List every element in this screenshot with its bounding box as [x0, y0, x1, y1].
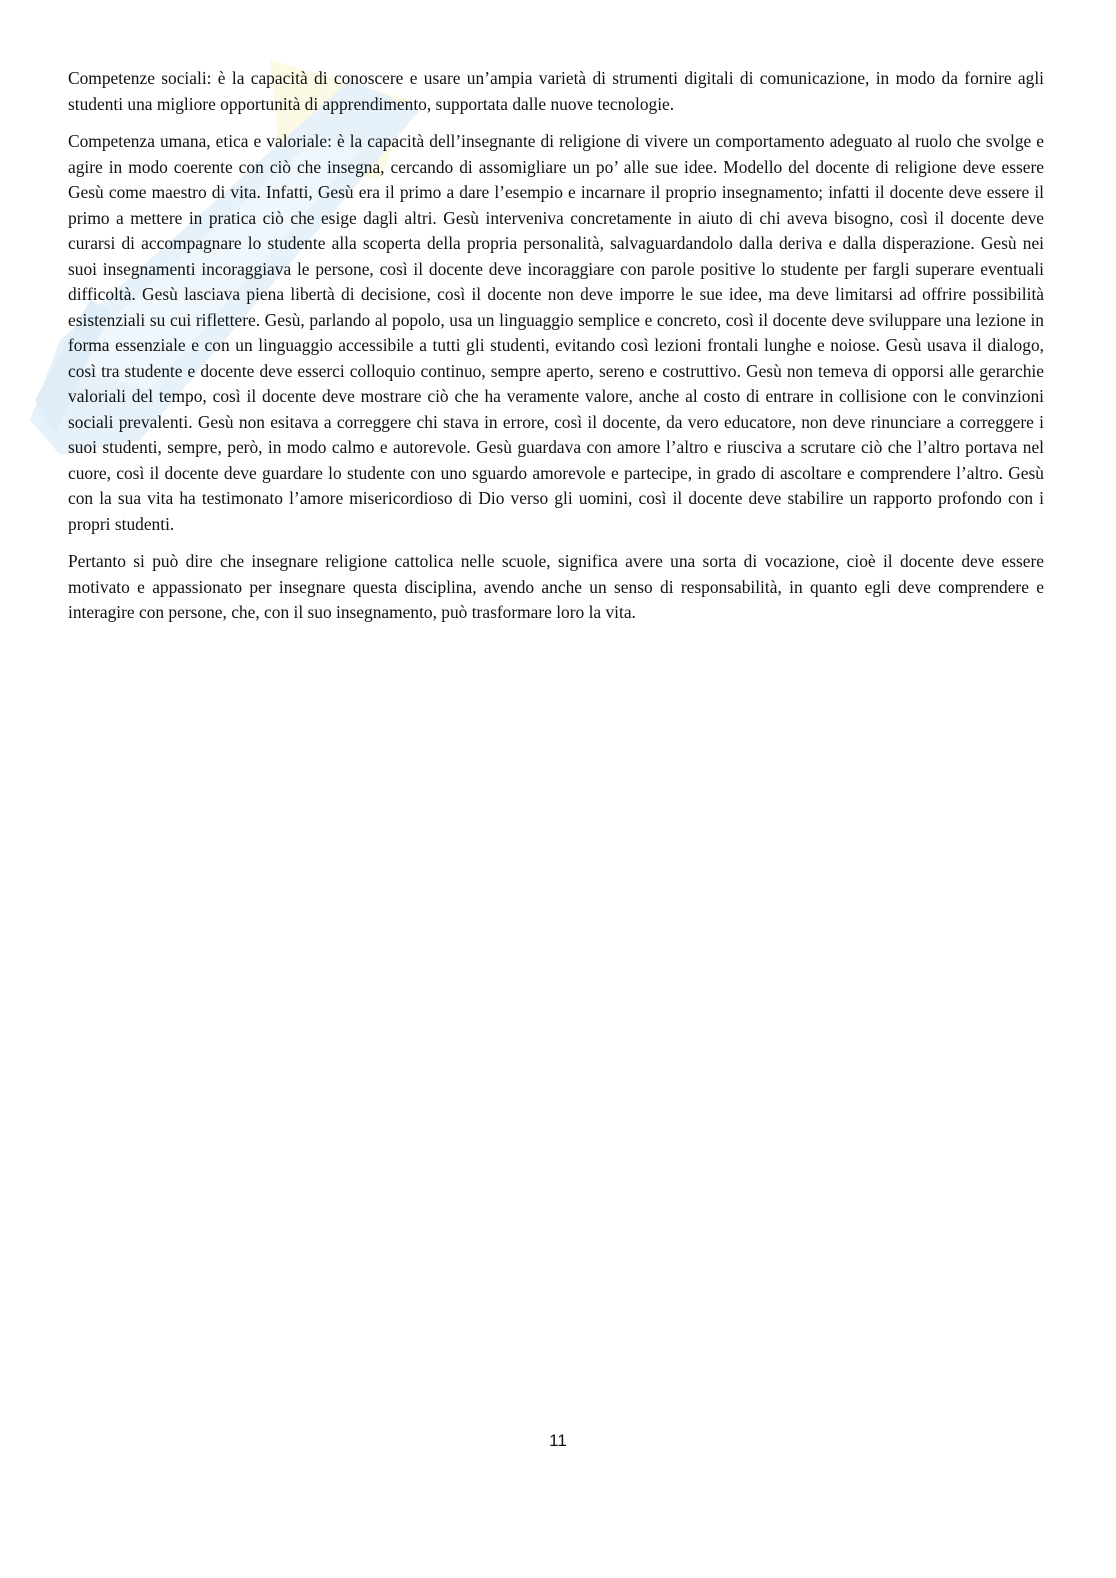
paragraph-competenza-umana: Competenza umana, etica e valoriale: è la capacità dell’insegnante di religione di vivere un comportamento adeguato al ruolo che svolge e agire in modo coerente con ciò che insegna, cercando di assomigliare un po’ alle sue idee. Modello del docente di religione deve essere Gesù come maestro di vita. Infatti, Gesù era il primo a dare l’esempio e incarnare il proprio insegnamento; infatti il docente deve essere il primo a mettere in pratica ciò che esige dagli altri. Gesù interveniva concretamente in aiuto di chi aveva bisogno, così il docente deve curarsi di accompagnare lo studente alla scoperta della propria personalità, salvaguardandolo dalla deriva e dalla disperazione. Gesù nei suoi insegnamenti incoraggiava le persone, così il docente deve incoraggiare con parole positive lo studente per fargli superare eventuali difficoltà. Gesù lasciava piena libertà di decisione, così il docente non deve imporre le sue idee, ma deve limitarsi ad offrire possibilità esistenziali su cui riflettere. Gesù, parlando al popolo, usa un linguaggio semplice e concreto, così il docente deve sviluppare una lezione in forma essenziale e con un linguaggio accessibile a tutti gli studenti, evitando così lezioni frontali lunghe e noiose. Gesù usava il dialogo, così tra studente e docente deve esserci colloquio continuo, sempre aperto, sereno e costruttivo. Gesù non temeva di opporsi alle gerarchie valoriali del tempo, così il docente deve mostrare ciò che ha veramente valore, anche al costo di entrare in collisione con le convinzioni sociali prevalenti. Gesù non esitava a correggere chi stava in errore, così il docente, da vero educatore, non deve rinunciare a correggere i suoi studenti, sempre, però, in modo calmo e autorevole. Gesù guardava con amore l’altro e riusciva a scrutare ciò che l’altro portava nel cuore, così il docente deve guardare lo studente con uno sguardo amorevole e partecipe, in grado di ascoltare e comprendere l’altro. Gesù con la sua vita ha testimonato l’amore misericordioso di Dio verso gli uomini, così il docente deve stabilire un rapporto profondo con i propri studenti. [68, 131, 1044, 534]
paragraph-conclusione: Pertanto si può dire che insegnare religione cattolica nelle scuole, significa avere una sorta di vocazione, cioè il docente deve essere motivato e appassionato per insegnare questa disciplina, avendo anche un senso di responsabilità, in quanto egli deve comprendere e interagire con persone, che, con il suo insegnamento, può trasformare loro la vita. [68, 551, 1044, 622]
paragraph-competenze-sociali: Competenze sociali: è la capacità di conoscere e usare un’ampia varietà di strumenti digitali di comunicazione, in modo da fornire agli studenti una migliore opportunità di apprendimento, supportata dalle nuove tecnologie. [68, 68, 1044, 114]
page-number: 11 [549, 1431, 567, 1450]
document-body [68, 66, 1044, 638]
